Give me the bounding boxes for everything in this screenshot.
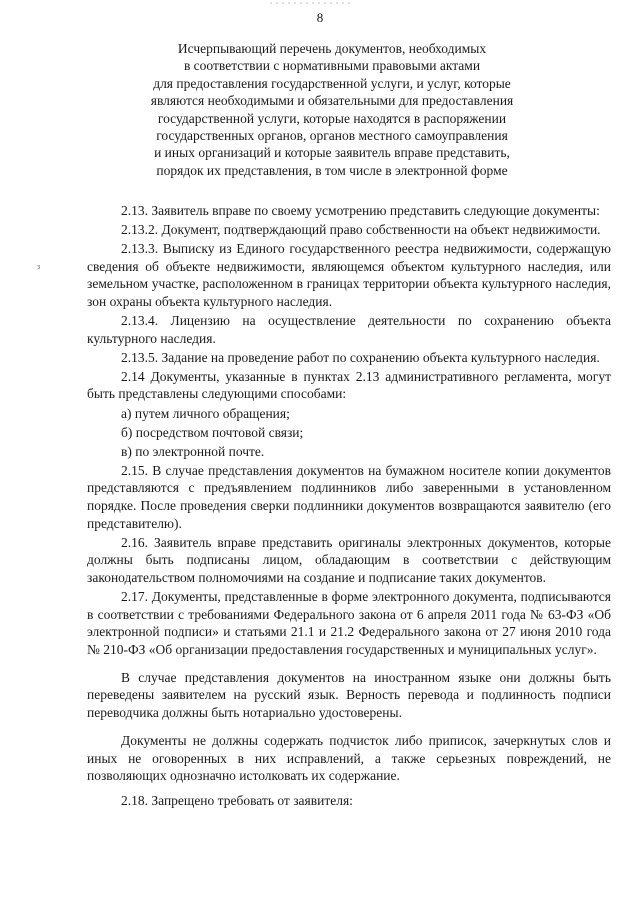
paragraph-2-13-4: 2.13.4. Лицензию на осуществление деятельности по сохранению объекта культурного наследия. (87, 313, 611, 346)
paragraph-foreign-language: В случае представления документов на иностранном языке они должны быть переведены заявителем на русский язык. Верность перевода и подлинность подписи переводчика должны быть нотариально удостоверены. (87, 669, 611, 721)
heading-line: порядок их представления, в том числе в электронной форме (156, 162, 508, 178)
paragraph-2-17: 2.17. Документы, представленные в форме электронного документа, подписываются в соответствии с требованиями Федерального закона от 6 апреля 2011 года № 63-ФЗ «Об электронной подписи» и статьями 21.1 и 21.2 Федерального закона от 27 июня 2010 года № 210-ФЗ «Об организации предоставления государственных и муниципальных услуг». (87, 588, 611, 657)
heading-line: государственной услуги, которые находятся в распоряжении (157, 110, 507, 126)
scan-artifact (270, 2, 350, 4)
heading-line: в соответствии с нормативными правовыми актами (183, 58, 481, 74)
paragraph-2-13-3: 2.13.3. Выписку из Единого государственного реестра недвижимости, содержащую сведения об объекте недвижимости, являющемся объектом культурного наследия, или земельном участке, расположенном в границах территории объекта культурного наследия, зон охраны объекта культурного наследия. (87, 241, 611, 309)
margin-mark: з (37, 262, 41, 271)
paragraph-document-requirements: Документы не должны содержать подчисток либо приписок, зачеркнутых слов и иных не оговоренных в них исправлений, а также серьезных повреждений, не позволяющих однозначно истолковать их содержание. (87, 733, 611, 784)
document-body (87, 202, 611, 812)
heading-line: являются необходимыми и обязательными для предоставления (150, 93, 514, 109)
paragraph-2-16: 2.16. Заявитель вправе представить оригиналы электронных документов, которые должны быть подписаны лицом, обладающим в соответствии с действующим законодательством полномочиями на создание и подписание таких документов. (87, 534, 611, 585)
heading-line: для предоставления государственной услуги, и услуг, которые (153, 75, 511, 91)
paragraph-2-15: 2.15. В случае представления документов на бумажном носителе копии документов представляются с предъявлением подлинников либо заверенными в установленном порядке. После проведения сверки подлинники документов возвращаются заявителю (его представителю). (87, 462, 611, 531)
paragraph-2-13: 2.13. Заявитель вправе по своему усмотрению представить следующие документы: (121, 203, 600, 218)
heading-line: Исчерпывающий перечень документов, необходимых (177, 41, 487, 56)
paragraph-2-14: 2.14 Документы, указанные в пунктах 2.13 административного регламента, могут быть представлены следующими способами: (87, 368, 611, 402)
heading-line: и иных организаций и которые заявитель вправе представить, (154, 145, 510, 161)
list-item-b: б) посредством почтовой связи; (121, 424, 304, 440)
heading-line: государственных органов, органов местного самоуправления (156, 128, 508, 144)
paragraph-2-13-5: 2.13.5. Задание на проведение работ по сохранению объекта культурного наследия. (121, 349, 600, 365)
paragraph-2-13-2: 2.13.2. Документ, подтверждающий право собственности на объект недвижимости. (121, 222, 601, 238)
page-number: 8 (316, 10, 324, 25)
section-heading (120, 40, 544, 179)
paragraph-2-18: 2.18. Запрещено требовать от заявителя: (121, 793, 353, 809)
list-item-a: а) путем личного обращения; (121, 405, 290, 421)
list-item-v: в) по электронной почте. (121, 443, 265, 459)
